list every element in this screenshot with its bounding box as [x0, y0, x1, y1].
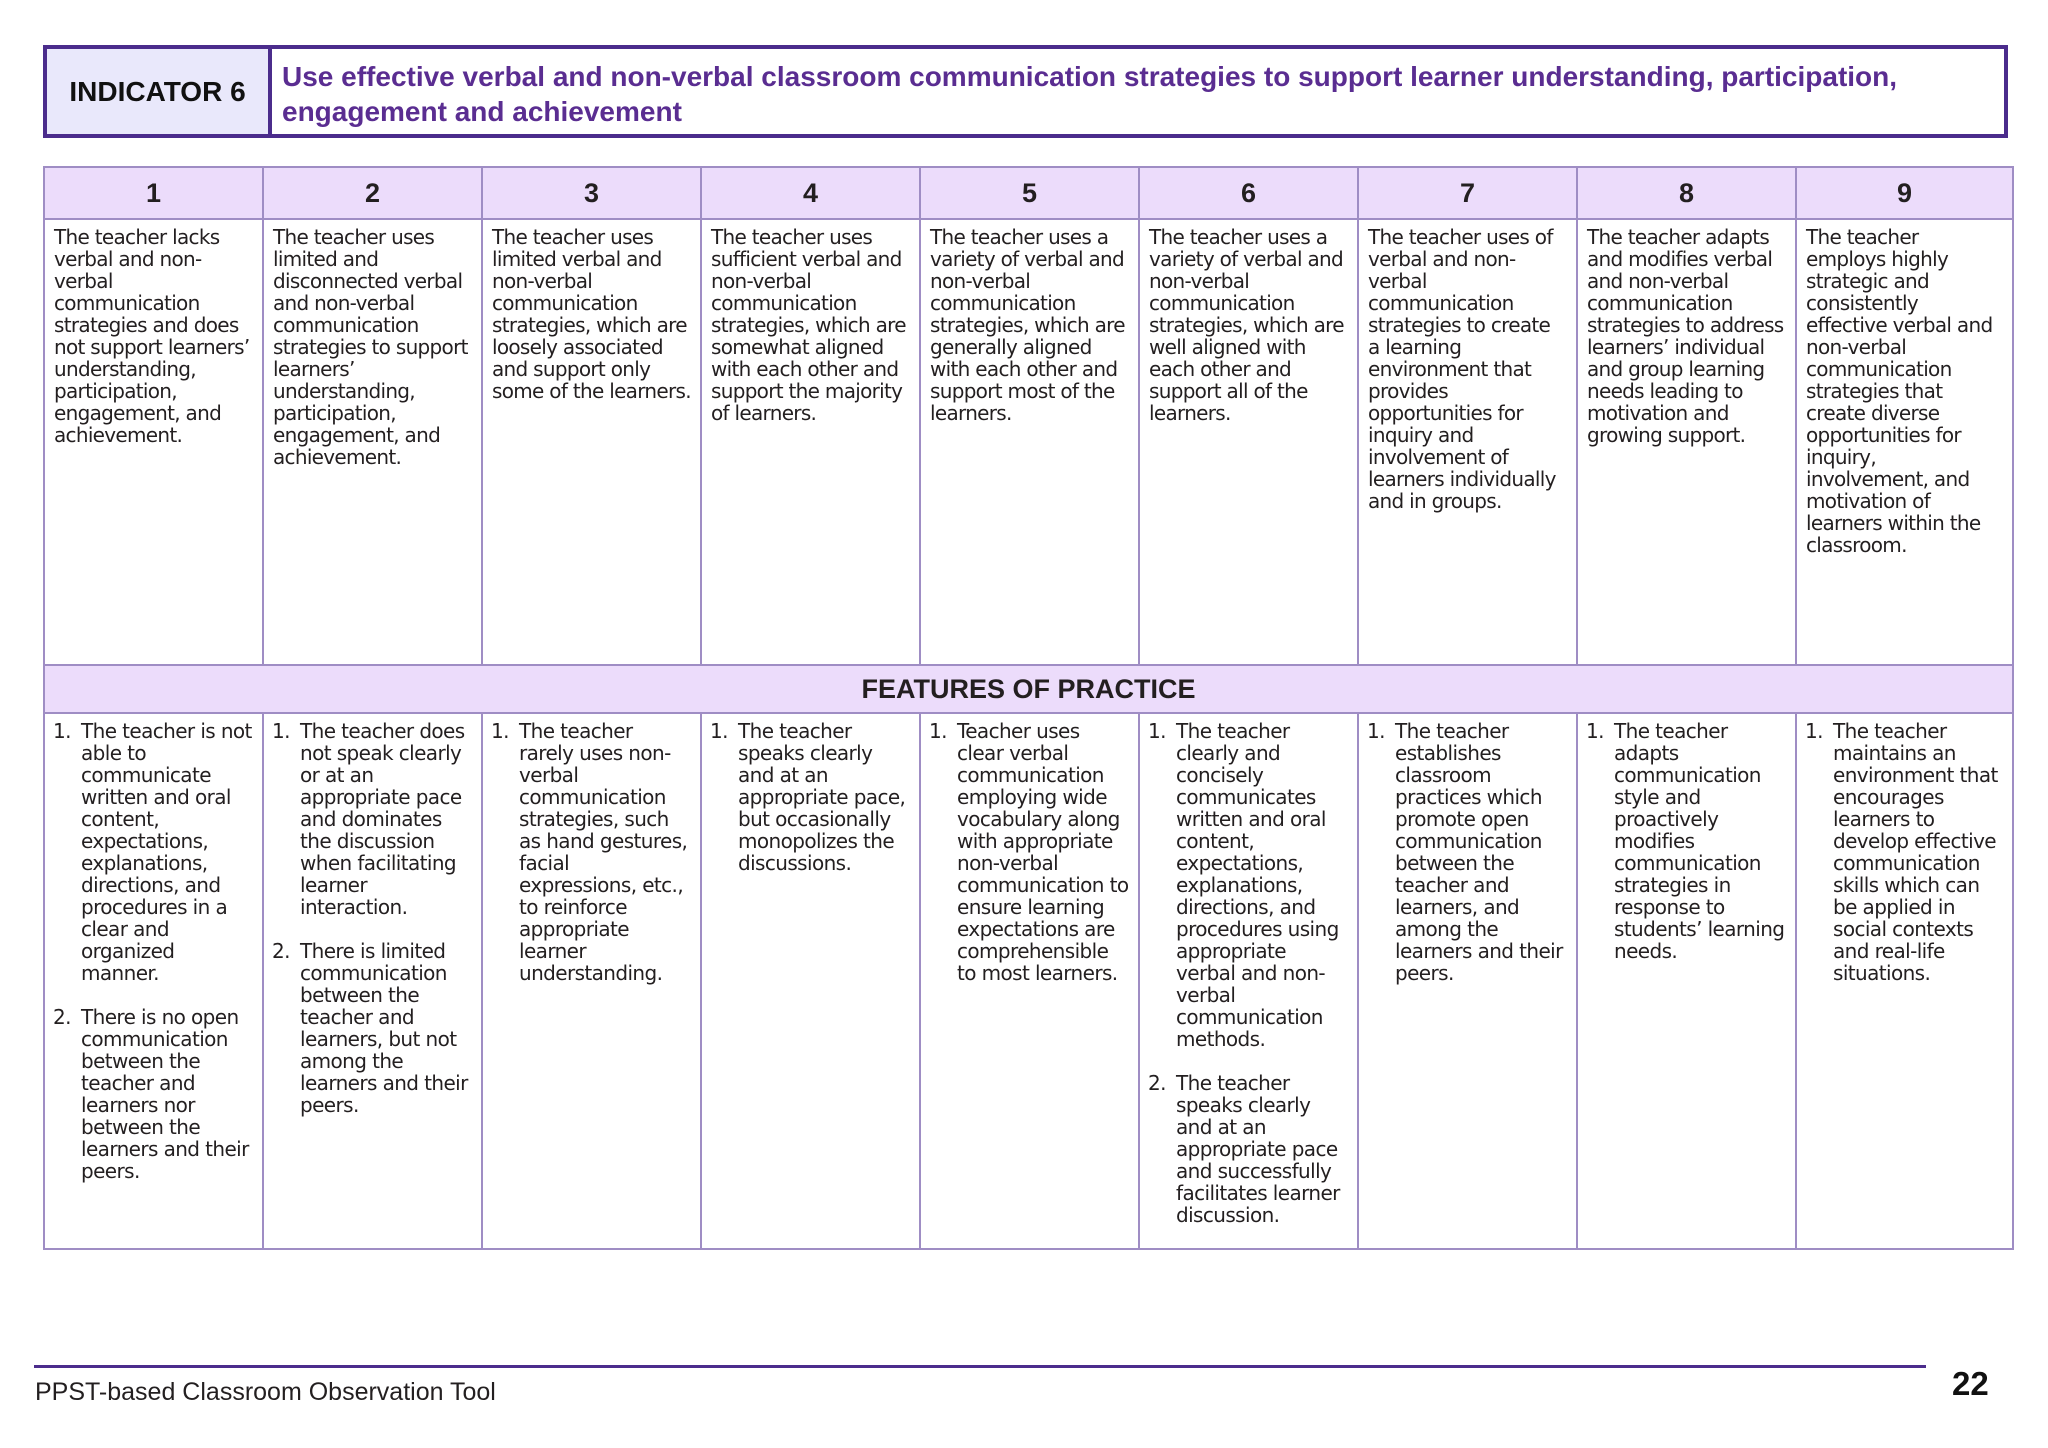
feature-cell [701, 713, 920, 1249]
feature-number: 2. [272, 939, 290, 963]
feature-item [1367, 720, 1568, 984]
indicator-title: Use effective verbal and non-verbal classroom communication strategies to support learner understanding, participation, engagement and achievement [282, 61, 1898, 127]
feature-text: Teacher uses clear verbal communication employing wide vocabulary along with appropriate non-verbal communication to ensure learning expectations are comprehensible to most learners. [957, 719, 1129, 985]
feature-item [1586, 720, 1787, 962]
features-heading: FEATURES OF PRACTICE [44, 665, 2013, 713]
feature-text: The teacher adapts communication style and proactively modifies communication strategies in response to students’ learning needs. [1614, 719, 1785, 963]
level-header-row [44, 167, 2013, 219]
feature-number: 2. [53, 1005, 71, 1029]
level-header: 6 [1139, 167, 1358, 219]
feature-text: The teacher speaks clearly and at an appropriate pace and successfully facilitates learner discussion. [1176, 1071, 1340, 1227]
level-header: 8 [1577, 167, 1796, 219]
feature-item [491, 720, 692, 984]
feature-item [1148, 1072, 1349, 1226]
feature-text: The teacher clearly and concisely communicates written and oral content, expectations, explanations, directions, and procedures using appropriate verbal and non-verbal communication methods. [1176, 719, 1339, 1051]
feature-number: 1. [491, 719, 509, 743]
feature-text: There is limited communication between the teacher and learners, but not among the learners and their peers. [300, 939, 468, 1117]
feature-text: The teacher is not able to communicate written and oral content, expectations, explanations, directions, and procedures in a clear and organized manner. [81, 719, 252, 985]
descriptor-text: The teacher adapts and modifies verbal and non-verbal communication strategies to address learners’ individual and group learning needs leading to motivation and growing support. [1587, 225, 1784, 447]
feature-text: The teacher speaks clearly and at an appropriate pace, but occasionally monopolizes the discussions. [738, 719, 906, 875]
feature-text: The teacher does not speak clearly or at an appropriate pace and dominates the discussion when facilitating learner interaction. [300, 719, 465, 919]
level-header: 5 [920, 167, 1139, 219]
feature-cell [263, 713, 482, 1249]
level-header: 3 [482, 167, 701, 219]
descriptor-text: The teacher employs highly strategic and consistently effective verbal and non-verbal communication strategies that create diverse opportunities for inquiry, involvement, and motivation of learners within the classroom. [1806, 225, 1993, 557]
indicator-label: INDICATOR 6 [47, 49, 272, 134]
feature-cell [1139, 713, 1358, 1249]
rubric-table [43, 166, 2014, 1250]
feature-item [1148, 720, 1349, 1050]
feature-text: The teacher establishes classroom practices which promote open communication between the teacher and learners, and among the learners and their peers. [1395, 719, 1563, 985]
footer-divider [34, 1365, 1926, 1368]
descriptor-cell [920, 219, 1139, 665]
descriptor-text: The teacher uses limited and disconnected verbal and non-verbal communication strategies to support learners’ understanding, participation, engagement, and achievement. [273, 225, 468, 469]
feature-cell [920, 713, 1139, 1249]
level-header: 9 [1796, 167, 2013, 219]
feature-item [710, 720, 911, 874]
descriptor-cell [44, 219, 263, 665]
feature-item [929, 720, 1130, 984]
feature-number: 1. [53, 719, 71, 743]
feature-cell [1577, 713, 1796, 1249]
feature-number: 1. [1148, 719, 1166, 743]
feature-text: There is no open communication between the teacher and learners nor between the learners and their peers. [81, 1005, 249, 1183]
feature-number: 1. [1367, 719, 1385, 743]
feature-number: 1. [1805, 719, 1823, 743]
descriptor-text: The teacher uses limited verbal and non-verbal communication strategies, which are loosely associated and support only some of the learners. [492, 225, 691, 403]
features-heading-row [44, 665, 2013, 713]
descriptor-cell [263, 219, 482, 665]
feature-item [53, 1006, 254, 1182]
level-header: 4 [701, 167, 920, 219]
descriptor-text: The teacher uses a variety of verbal and non-verbal communication strategies, which are generally aligned with each other and support most of the learners. [930, 225, 1125, 425]
descriptor-text: The teacher uses of verbal and non-verbal communication strategies to create a learning environment that provides opportunities for inquiry and involvement of learners individually and in groups. [1368, 225, 1556, 513]
page-number: 22 [1952, 1365, 1989, 1402]
feature-item [272, 940, 473, 1116]
descriptor-cell [1139, 219, 1358, 665]
descriptor-row [44, 219, 2013, 665]
level-header: 2 [263, 167, 482, 219]
descriptor-cell [701, 219, 920, 665]
indicator-header [43, 45, 2008, 138]
feature-cell [1358, 713, 1577, 1249]
descriptor-text: The teacher lacks verbal and non-verbal communication strategies and does not support learners’ understanding, participation, engagement, and achievement. [54, 225, 250, 447]
descriptor-text: The teacher uses sufficient verbal and non-verbal communication strategies, which are somewhat aligned with each other and support the majority of learners. [711, 225, 906, 425]
feature-number: 1. [710, 719, 728, 743]
descriptor-cell [1358, 219, 1577, 665]
footer-title: PPST-based Classroom Observation Tool [35, 1378, 496, 1406]
feature-text: The teacher maintains an environment that encourages learners to develop effective communication skills which can be applied in social contexts and real-life situations. [1833, 719, 1998, 985]
feature-cell [482, 713, 701, 1249]
descriptor-cell [482, 219, 701, 665]
level-header: 7 [1358, 167, 1577, 219]
features-row [44, 713, 2013, 1249]
feature-cell [44, 713, 263, 1249]
feature-item [272, 720, 473, 918]
feature-number: 1. [1586, 719, 1604, 743]
level-header: 1 [44, 167, 263, 219]
feature-number: 2. [1148, 1071, 1166, 1095]
descriptor-text: The teacher uses a variety of verbal and non-verbal communication strategies, which are well aligned with each other and support all of the learners. [1149, 225, 1344, 425]
feature-number: 1. [272, 719, 290, 743]
feature-number: 1. [929, 719, 947, 743]
descriptor-cell [1577, 219, 1796, 665]
descriptor-cell [1796, 219, 2013, 665]
feature-cell [1796, 713, 2013, 1249]
feature-item [1805, 720, 2004, 984]
feature-item [53, 720, 254, 984]
feature-text: The teacher rarely uses non-verbal communication strategies, such as hand gestures, facial expressions, etc., to reinforce appropriate learner understanding. [519, 719, 688, 985]
